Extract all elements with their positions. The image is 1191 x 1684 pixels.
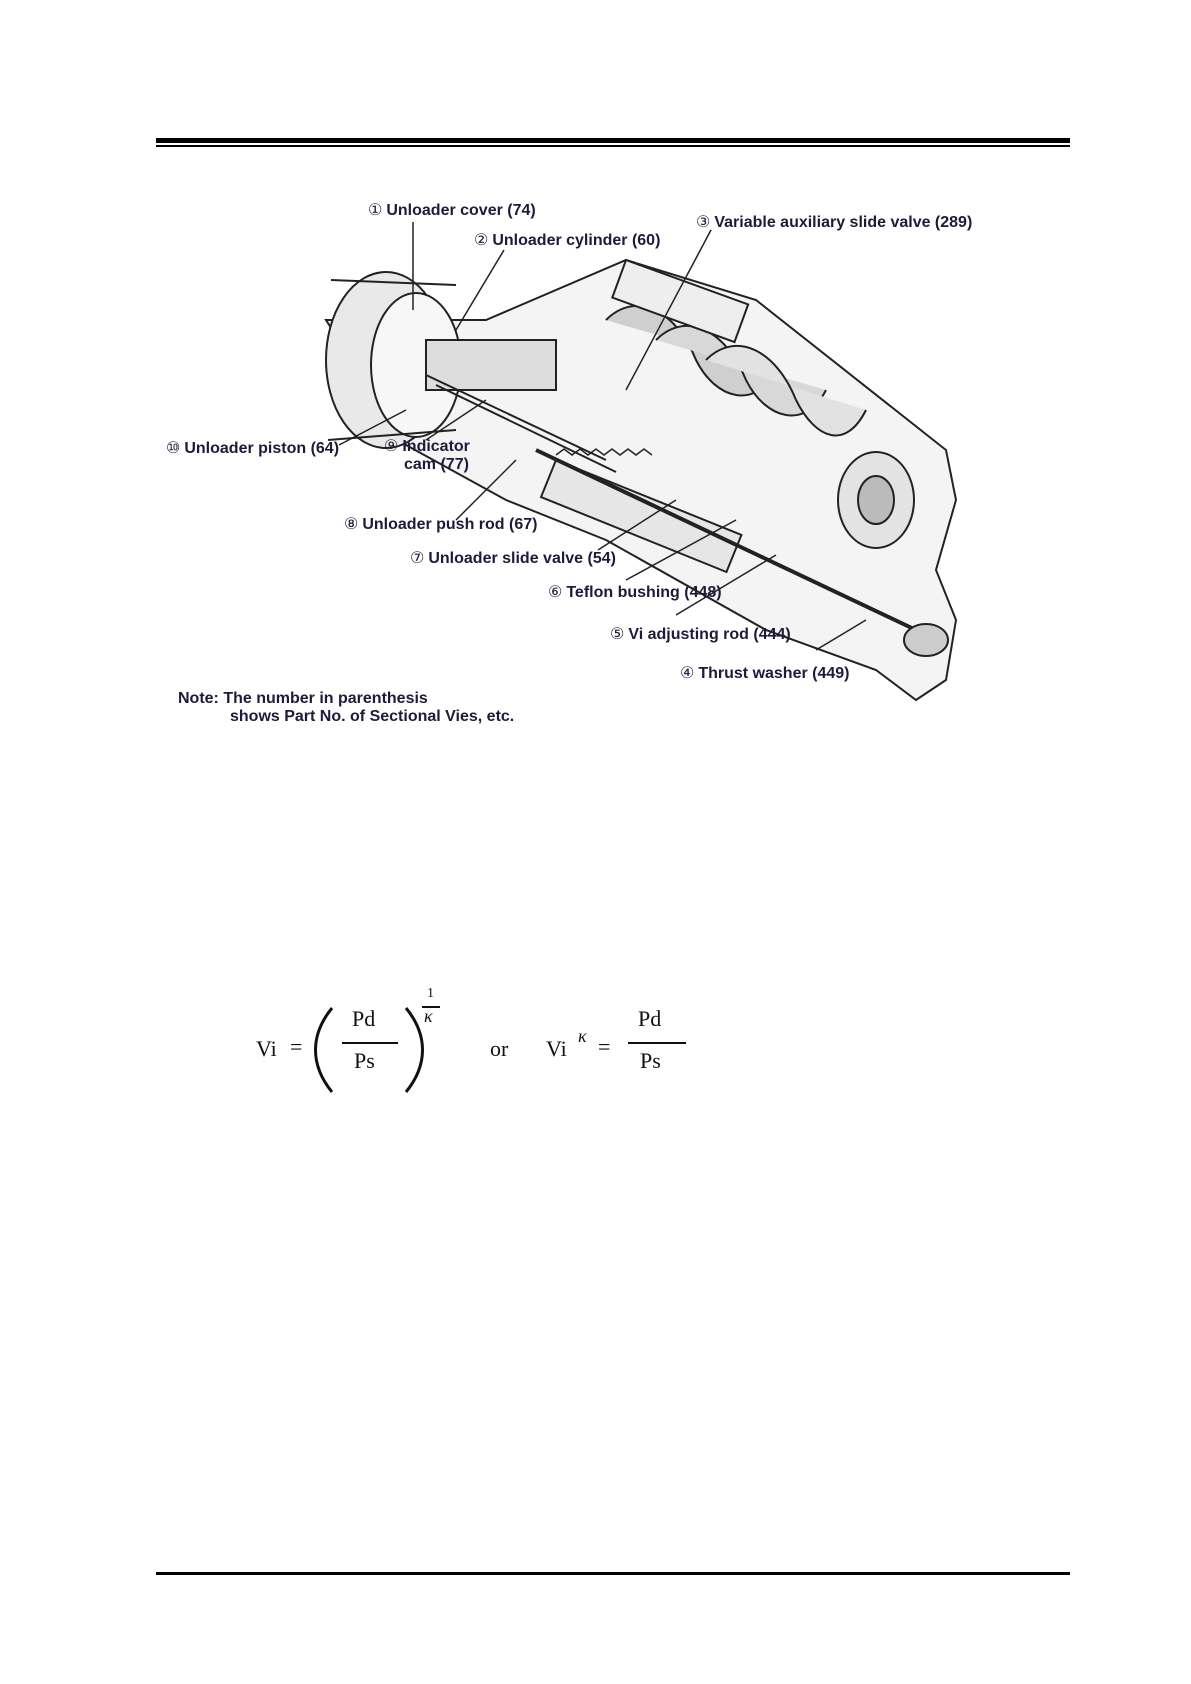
label-variable-auxiliary-slide-valve <box>696 214 972 232</box>
label-text: Unloader slide valve (54) <box>428 550 616 567</box>
label-indicator-cam <box>384 438 470 474</box>
header-rule <box>156 138 1070 147</box>
formula-numerator: Pd <box>352 1006 376 1031</box>
formula-fraction-bar <box>342 1042 398 1044</box>
label-teflon-bushing <box>548 584 722 602</box>
label-text: Variable auxiliary slide valve (289) <box>714 214 973 231</box>
label-text: Unloader piston (64) <box>184 440 340 457</box>
figure-note <box>178 690 514 726</box>
label-number: ⑤ <box>610 626 625 643</box>
label-text: Unloader push rod (67) <box>362 516 538 533</box>
label-number: ① <box>368 202 383 219</box>
footer-rule <box>156 1572 1070 1575</box>
label-text: Teflon bushing (448) <box>566 584 722 601</box>
formula-equals-2: = <box>598 1034 611 1059</box>
formula-exponent-numerator: 1 <box>427 986 434 1001</box>
header-rule-thin <box>156 145 1070 147</box>
label-thrust-washer <box>680 665 850 683</box>
label-number: ⑨ <box>384 438 399 455</box>
label-text: Unloader cylinder (60) <box>492 232 661 249</box>
label-number: ⑧ <box>344 516 359 533</box>
formula-denominator-2: Ps <box>640 1048 661 1073</box>
formula-lhs-2: Vi <box>546 1036 567 1061</box>
label-text: Unloader cover (74) <box>386 202 536 219</box>
label-unloader-slide-valve <box>410 550 616 568</box>
formula-kappa-exponent: κ <box>578 1026 587 1046</box>
label-text: Thrust washer (449) <box>698 665 850 682</box>
label-number: ⑦ <box>410 550 425 567</box>
label-number: ④ <box>680 665 695 682</box>
vi-formula <box>250 986 750 1100</box>
note-line-1: Note: The number in parenthesis <box>178 690 428 707</box>
label-number: ② <box>474 232 489 249</box>
label-number: ⑥ <box>548 584 563 601</box>
formula-exponent-denominator: κ <box>424 1006 433 1026</box>
compressor-cutaway-figure <box>156 200 1070 760</box>
label-unloader-cover <box>368 202 536 220</box>
formula-denominator: Ps <box>354 1048 375 1073</box>
label-text-line2: cam (77) <box>404 456 469 473</box>
label-unloader-piston <box>166 440 339 458</box>
label-unloader-cylinder <box>474 232 660 250</box>
note-line-2: shows Part No. of Sectional Vies, etc. <box>230 708 515 725</box>
label-vi-adjusting-rod <box>610 626 791 644</box>
formula-fraction-bar-2 <box>628 1042 686 1044</box>
header-rule-thick <box>156 138 1070 143</box>
label-number: ③ <box>696 214 711 231</box>
compressor-drawing <box>156 200 1070 760</box>
formula-numerator-2: Pd <box>638 1006 662 1031</box>
label-number: ⑩ <box>166 440 181 457</box>
formula-equals: = <box>290 1034 303 1059</box>
formula-or: or <box>490 1036 509 1061</box>
formula-lhs: Vi <box>256 1036 277 1061</box>
label-text: Indicator <box>402 438 470 455</box>
label-unloader-push-rod <box>344 516 537 534</box>
label-text: Vi adjusting rod (444) <box>628 626 791 643</box>
